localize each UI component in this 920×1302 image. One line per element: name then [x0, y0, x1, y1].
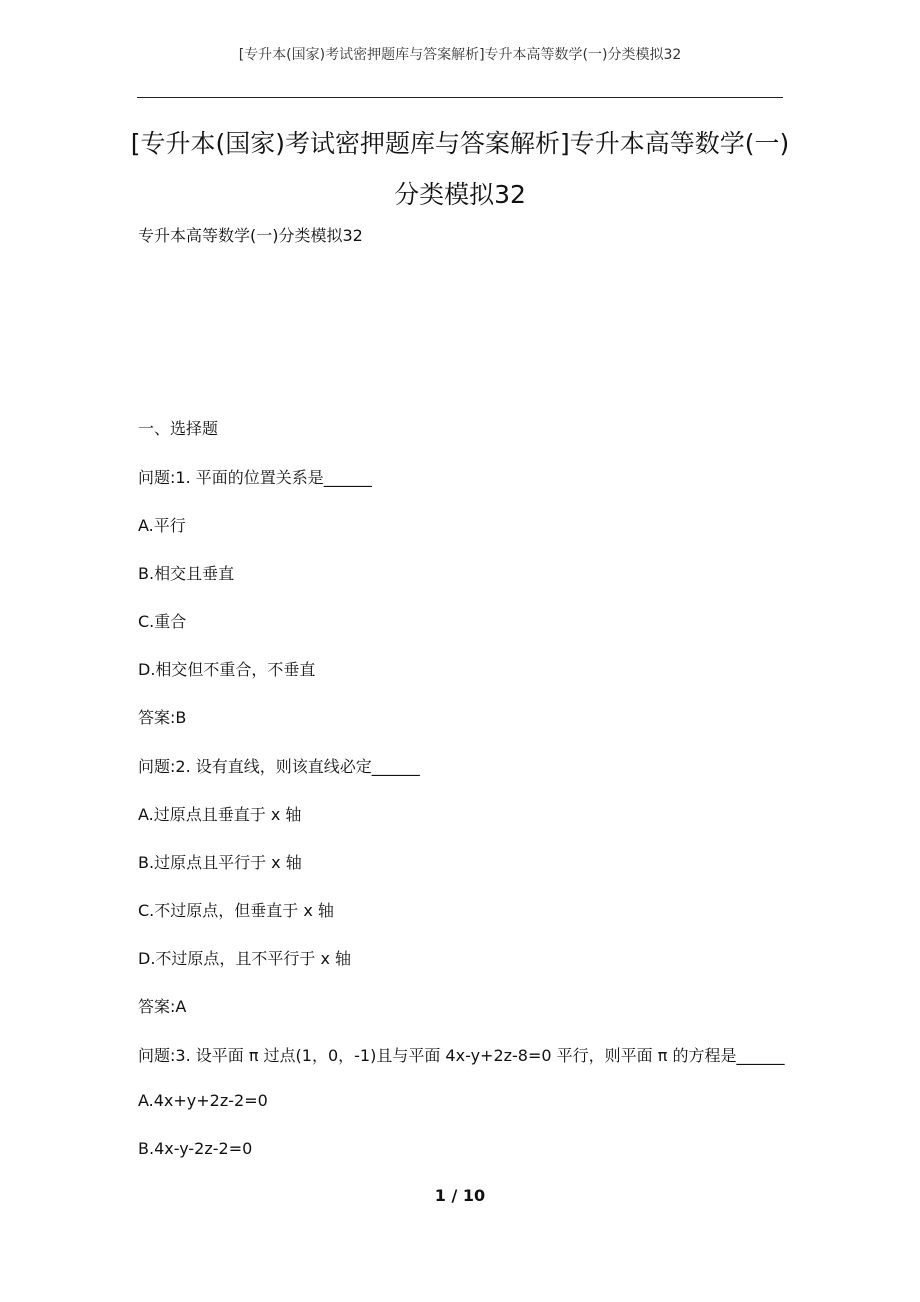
document-title: [专升本(国家)考试密押题库与答案解析]专升本高等数学(一)分类模拟32	[130, 129, 790, 209]
question-1-option-c: C.重合	[138, 612, 187, 631]
question-1-option-a: A.平行	[138, 516, 186, 535]
question-2-option-d: D.不过原点，且不平行于 x 轴	[138, 949, 352, 968]
question-3-option-a: A.4x+y+2z-2=0	[138, 1091, 268, 1110]
page-number: 1 / 10	[434, 1186, 486, 1205]
question-1-option-b: B.相交且垂直	[138, 564, 235, 583]
question-3-stem: 问题:3. 设平面 π 过点(1，0，-1)且与平面 4x-y+2z-8=0 平行，则平面 π 的方程是______	[138, 1046, 785, 1065]
question-2-option-b: B.过原点且平行于 x 轴	[138, 853, 302, 872]
question-1-answer: 答案:B	[138, 708, 187, 727]
question-2-option-a: A.过原点且垂直于 x 轴	[138, 805, 302, 824]
question-2-stem: 问题:2. 设有直线，则该直线必定______	[138, 757, 420, 776]
header-divider	[137, 97, 783, 98]
question-2-answer: 答案:A	[138, 997, 187, 1016]
running-header: [专升本(国家)考试密押题库与答案解析]专升本高等数学(一)分类模拟32	[238, 47, 682, 63]
document-subtitle: 专升本高等数学(一)分类模拟32	[138, 226, 363, 245]
question-2-option-c: C.不过原点，但垂直于 x 轴	[138, 901, 334, 920]
question-3-option-b: B.4x-y-2z-2=0	[138, 1139, 253, 1158]
question-1-option-d: D.相交但不重合，不垂直	[138, 660, 316, 679]
section-heading: 一、选择题	[138, 419, 219, 438]
question-1-stem: 问题:1. 平面的位置关系是______	[138, 468, 372, 487]
